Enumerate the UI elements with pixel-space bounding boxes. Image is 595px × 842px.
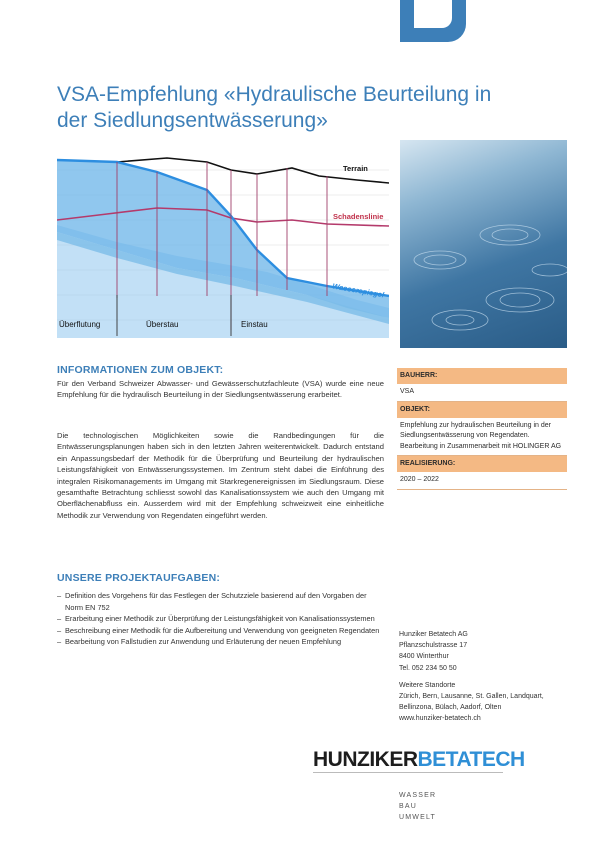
label-damage-line: Schadenslinie	[333, 212, 384, 221]
corner-mark	[400, 0, 466, 42]
realisierung-value: 2020 – 2022	[397, 472, 567, 490]
label-terrain: Terrain	[343, 164, 368, 173]
logo-part-hunziker: HUNZIKER	[313, 748, 418, 771]
street: Pflanzschulstrasse 17	[399, 642, 468, 650]
logo-underline	[313, 772, 503, 773]
water-ripple-photo	[400, 140, 567, 348]
city: 8400 Winterthur	[399, 653, 449, 661]
zone-einstau: Einstau	[241, 320, 268, 329]
tagline: WASSER BAU UMWELT	[399, 792, 437, 821]
locations: Zürich, Bern, Lausanne, St. Gallen, Landquart, Bellinzona, Bülach, Aadorf, Olten	[399, 693, 544, 712]
info-paragraph-1: Für den Verband Schweizer Abwasser- und Gewässerschutzfachleute (VSA) wurde eine neue Empfehlung für die hydraulisch Beurteilung in der Siedlungsentwässerung erarbeitet.	[57, 379, 384, 400]
realisierung-label: REALISIERUNG:	[397, 456, 567, 472]
objekt-label: OBJEKT:	[397, 402, 567, 418]
project-facts	[397, 368, 567, 490]
list-item: – Erarbeitung einer Methodik zur Überprüfung der Leistungsfähigkeit von Kanalisationssystemen	[57, 613, 384, 625]
zone-overstau: Überstau	[146, 320, 179, 329]
label-water-level: Wasserspiegel	[331, 281, 385, 300]
logo-part-betatech: BETATECH	[417, 748, 525, 771]
info-paragraph-2: Die technologischen Möglichkeiten sowie die Randbedingungen für die Entwässerungsplanungen haben sich in den letzten Jahren weiterentwickelt. Dadurch entstand ein Anpassungsbedarf der Methodik für die Überprüfung und Beurteilung der hydraulischen Leistungsfähigkeit von Entwässerungssystemen. Im Zentrum steht dabei die Einführung des integralen Risikomanagements im Umgang mit Starkregenereignissen im Siedlungsraum. Diese gesamthafte Betrachtung schliesst sowohl das Kanalisationssystem wie auch den Umgang mit Oberflächenabfluss ein. Ausserdem wird mit der Empfehlung schweizweit eine einheitliche Methodik zur Verwendung von Regendaten eingeführt werden.	[57, 431, 384, 520]
tasks-heading: UNSERE PROJEKTAUFGABEN:	[57, 572, 221, 584]
contact-block	[399, 629, 567, 725]
locations-label: Weitere Standorte	[399, 681, 456, 689]
info-heading: INFORMATIONEN ZUM OBJEKT:	[57, 364, 224, 376]
list-item: – Definition des Vorgehens für das Festlegen der Schutzziele basierend auf den Vorgaben der Norm EN 752	[57, 590, 384, 613]
phone: Tel. 052 234 50 50	[399, 664, 457, 672]
bauherr-label: BAUHERR:	[397, 368, 567, 384]
company-name: Hunziker Betatech AG	[399, 631, 468, 638]
list-item: – Beschreibung einer Methodik für die Aufbereitung und Verwendung von geeigneten Regendaten	[57, 625, 384, 637]
website-link[interactable]: www.hunziker-betatech.ch	[399, 715, 481, 723]
hydraulic-diagram	[57, 150, 389, 344]
list-item: – Bearbeitung von Fallstudien zur Anwendung und Erläuterung der neuen Empfehlung	[57, 636, 384, 648]
company-logo	[313, 748, 525, 772]
tasks-list	[57, 590, 384, 648]
objekt-value: Empfehlung zur hydraulischen Beurteilung in der Siedlungsentwässerung von Regendaten. Bearbeitung in Zusammenarbeit mit HOLINGER AG	[397, 418, 567, 457]
zone-overflow: Überflutung	[59, 320, 101, 329]
page-title: VSA-Empfehlung «Hydraulische Beurteilung in der Siedlungsentwässerung»	[57, 83, 492, 132]
bauherr-value: VSA	[397, 384, 567, 402]
